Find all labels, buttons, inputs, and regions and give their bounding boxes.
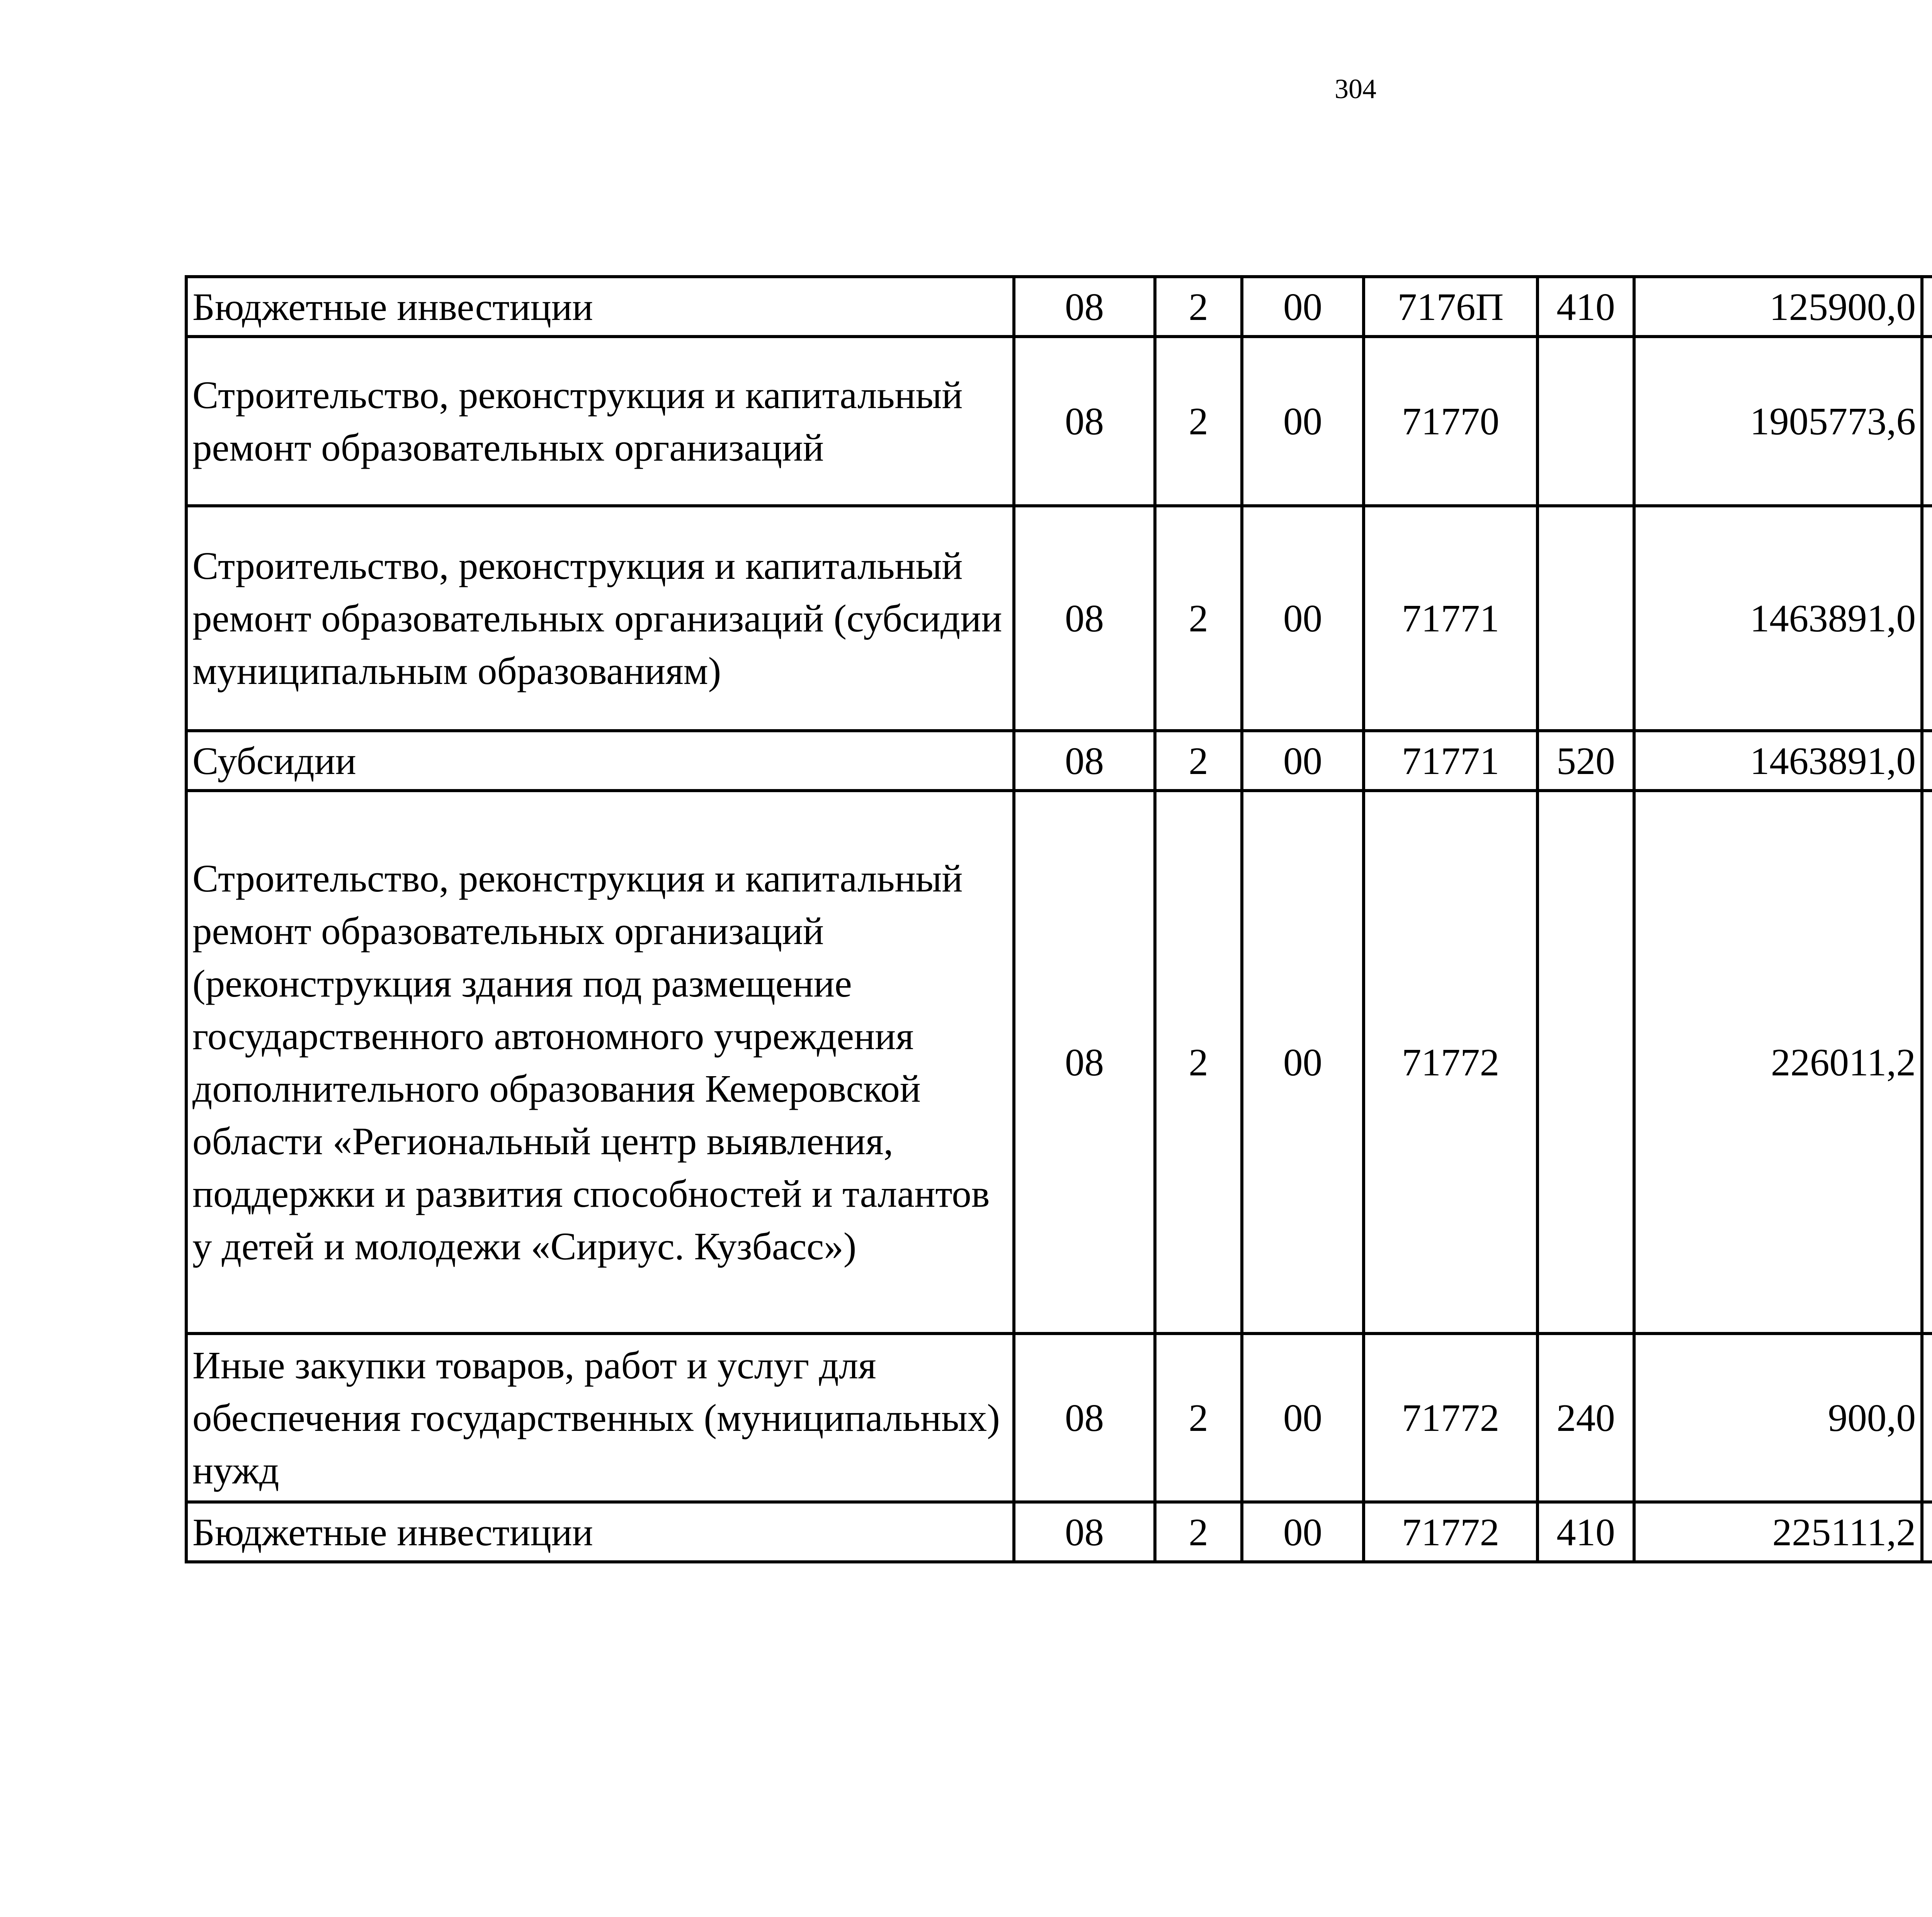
amount-year-1: 1463891,0 — [1634, 506, 1922, 731]
budget-table — [185, 275, 1932, 1563]
table-row — [186, 277, 1932, 337]
section-code: 08 — [1014, 506, 1155, 731]
row-name: Субсидии — [186, 731, 1014, 791]
expense-type-code: 410 — [1537, 277, 1634, 337]
table-row — [186, 506, 1932, 731]
expense-type-code — [1537, 506, 1634, 731]
subprogram-code: 00 — [1242, 1502, 1364, 1562]
section-code: 08 — [1014, 1502, 1155, 1562]
row-name: Бюджетные инвестиции — [186, 1502, 1014, 1562]
direction-code: 71772 — [1364, 791, 1537, 1334]
row-name: Строительство, реконструкция и капитальный ремонт образовательных организаций (реконструкция здания под размещение государственного автономного учреждения дополнительного образования Кемеровской области «Региональный центр выявления, поддержки и развития способностей и талантов у детей и молодежи «Сириус. Кузбасс») — [186, 791, 1014, 1334]
subprogram-code: 00 — [1242, 337, 1364, 506]
amount-year-1: 226011,2 — [1634, 791, 1922, 1334]
amount-year-1: 900,0 — [1634, 1334, 1922, 1502]
program-code: 2 — [1155, 1334, 1242, 1502]
direction-code: 71772 — [1364, 1334, 1537, 1502]
section-code: 08 — [1014, 277, 1155, 337]
subprogram-code: 00 — [1242, 277, 1364, 337]
direction-code: 71771 — [1364, 506, 1537, 731]
program-code: 2 — [1155, 791, 1242, 1334]
program-code: 2 — [1155, 731, 1242, 791]
table-row — [186, 1502, 1932, 1562]
section-code: 08 — [1014, 337, 1155, 506]
row-name: Строительство, реконструкция и капитальный ремонт образовательных организаций (субсидии муниципальным образованиям) — [186, 506, 1014, 731]
row-name: Строительство, реконструкция и капитальный ремонт образовательных организаций — [186, 337, 1014, 506]
amount-year-1: 1905773,6 — [1634, 337, 1922, 506]
program-code: 2 — [1155, 337, 1242, 506]
expense-type-code — [1537, 791, 1634, 1334]
direction-code: 7176П — [1364, 277, 1537, 337]
subprogram-code: 00 — [1242, 731, 1364, 791]
direction-code: 71771 — [1364, 731, 1537, 791]
amount-year-2 — [1922, 1334, 1932, 1502]
amount-year-2 — [1922, 506, 1932, 731]
expense-type-code: 410 — [1537, 1502, 1634, 1562]
amount-year-2 — [1922, 277, 1932, 337]
program-code: 2 — [1155, 277, 1242, 337]
row-name: Иные закупки товаров, работ и услуг для обеспечения государственных (муниципальных) нужд — [186, 1334, 1014, 1502]
program-code: 2 — [1155, 506, 1242, 731]
subprogram-code: 00 — [1242, 506, 1364, 731]
amount-year-1: 1463891,0 — [1634, 731, 1922, 791]
table-row — [186, 731, 1932, 791]
amount-year-1: 125900,0 — [1634, 277, 1922, 337]
subprogram-code: 00 — [1242, 791, 1364, 1334]
amount-year-2 — [1922, 731, 1932, 791]
expense-type-code: 240 — [1537, 1334, 1634, 1502]
section-code: 08 — [1014, 1334, 1155, 1502]
section-code: 08 — [1014, 791, 1155, 1334]
amount-year-2 — [1922, 1502, 1932, 1562]
table-row — [186, 1334, 1932, 1502]
direction-code: 71770 — [1364, 337, 1537, 506]
amount-year-1: 225111,2 — [1634, 1502, 1922, 1562]
table-row — [186, 337, 1932, 506]
section-code: 08 — [1014, 731, 1155, 791]
expense-type-code: 520 — [1537, 731, 1634, 791]
row-name: Бюджетные инвестиции — [186, 277, 1014, 337]
program-code: 2 — [1155, 1502, 1242, 1562]
amount-year-2 — [1922, 337, 1932, 506]
amount-year-2 — [1922, 791, 1932, 1334]
expense-type-code — [1537, 337, 1634, 506]
direction-code: 71772 — [1364, 1502, 1537, 1562]
subprogram-code: 00 — [1242, 1334, 1364, 1502]
table-row — [186, 791, 1932, 1334]
page-number: 304 — [1335, 73, 1376, 104]
